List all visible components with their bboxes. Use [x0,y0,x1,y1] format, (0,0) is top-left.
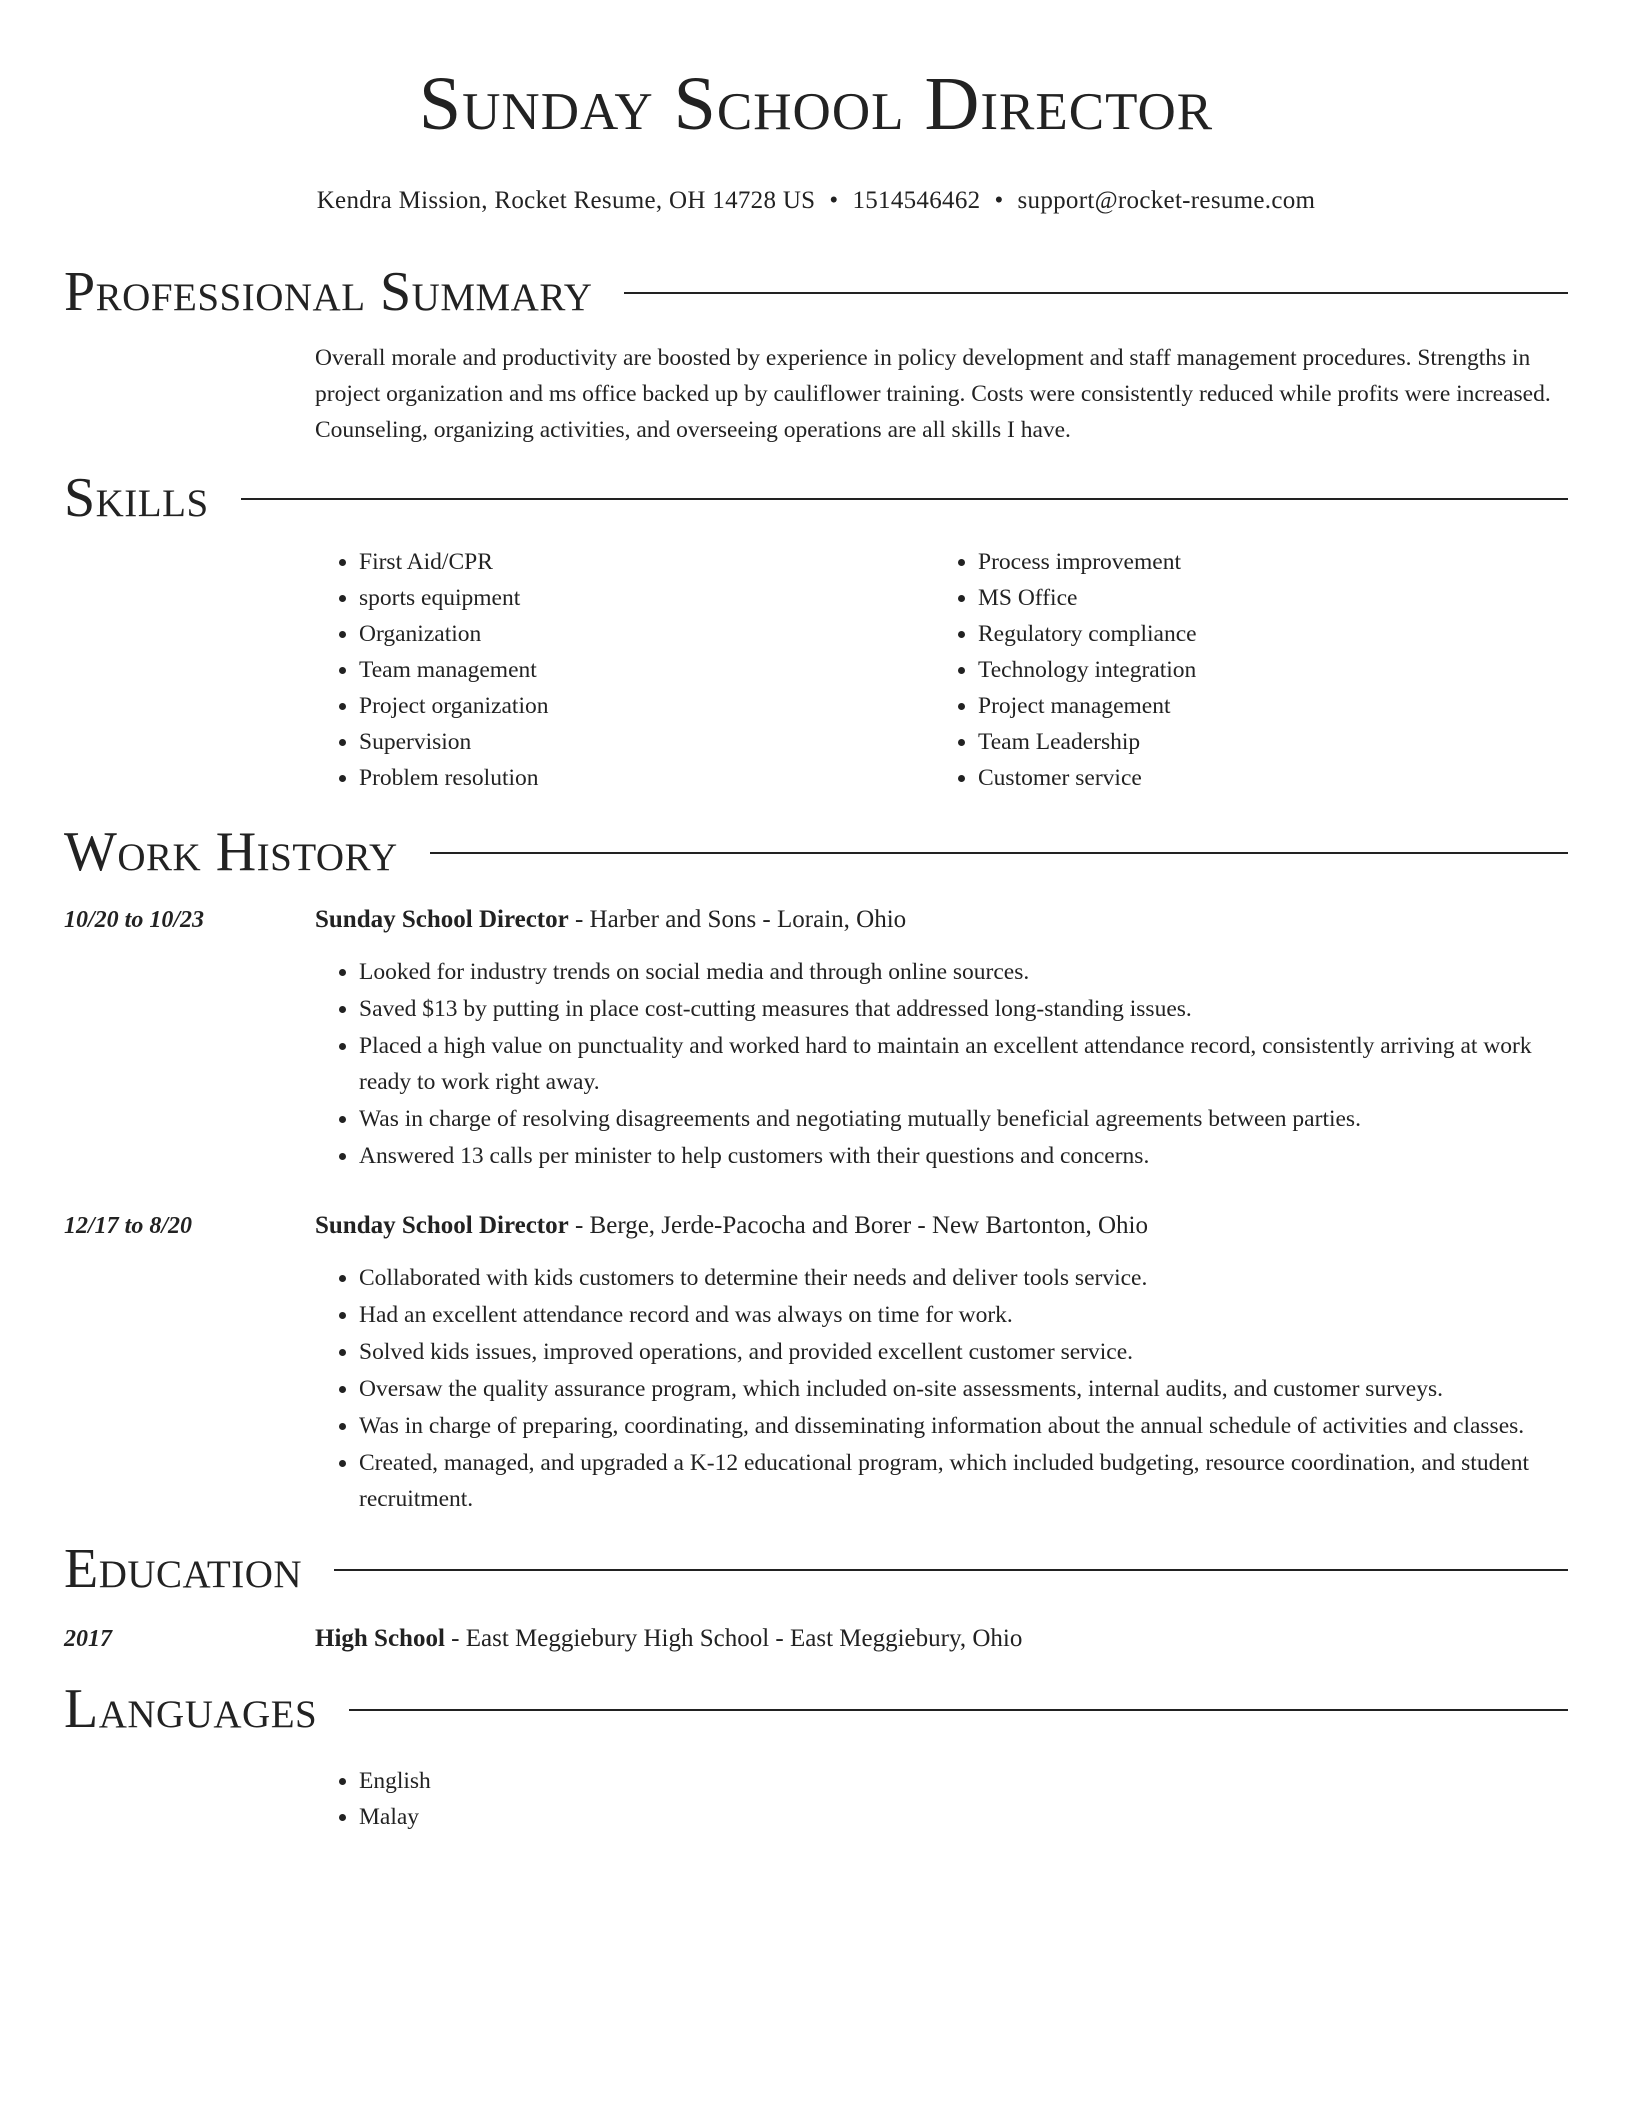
skill-item: • Problem resolution [359,760,934,796]
skill-item: • Project organization [359,688,934,724]
section-divider [624,292,1568,294]
skill-item: • Team Leadership [978,724,1553,760]
work-bullet: • Answered 13 calls per minister to help customers with their questions and concerns. [359,1138,1568,1174]
skill-item: • Technology integration [978,652,1553,688]
section-divider [334,1569,1568,1571]
work-title-line [315,1208,1568,1244]
work-bullet: • Was in charge of resolving disagreements and negotiating mutually beneficial agreements between parties. [359,1101,1568,1137]
work-dates: 10/20 to 10/23 [64,907,205,933]
work-employer: - Harber and Sons - Lorain, Ohio [568,906,907,933]
work-bullet: • Had an excellent attendance record and was always on time for work. [359,1297,1568,1333]
languages-section-header [64,1679,1568,1739]
work-employer: - Berge, Jerde-Pacocha and Borer - New Bartonton, Ohio [568,1212,1148,1239]
section-divider [241,498,1568,500]
skill-item: • Organization [359,616,934,652]
work-title: Sunday School Director [315,906,569,933]
work-bullet: • Looked for industry trends on social media and through online sources. [359,954,1568,990]
skill-item: • sports equipment [359,580,934,616]
work-bullet: • Placed a high value on punctuality and worked hard to maintain an excellent attendance record, consistently arriving at work ready to work right away. [359,1028,1568,1100]
education-entry [64,1621,1568,1657]
work-bullet: • Solved kids issues, improved operations, and provided excellent customer service. [359,1334,1568,1370]
work-entry [64,1208,1568,1517]
language-item: • English [359,1763,1568,1799]
language-item: • Malay [359,1799,1568,1835]
contact-line [64,184,1568,218]
work-dates: 12/17 to 8/20 [64,1213,193,1239]
education-school: - East Meggiebury High School - East Meggiebury, Ohio [444,1625,1023,1652]
skills-heading: Skills [64,467,209,529]
education-year: 2017 [64,1626,112,1652]
education-heading: Education [64,1538,303,1600]
work-bullets [315,1260,1568,1517]
education-degree: High School [315,1625,445,1652]
section-divider [430,852,1568,854]
languages-list [315,1763,1568,1835]
skill-item: • Customer service [978,760,1553,796]
work-bullet: • Was in charge of preparing, coordinating, and disseminating information about the annual schedule of activities and classes. [359,1408,1568,1444]
work-section-header [64,822,1568,882]
contact-email: support@rocket-resume.com [1017,187,1316,214]
contact-separator: • [829,187,839,214]
work-entry [64,902,1568,1174]
education-section-header [64,1539,1568,1599]
skills-column-left [315,544,934,796]
summary-text: Overall morale and productivity are boosted by experience in policy development and staff management procedures. Strengths in project organization and ms office backed up by cauliflower training. Costs were consistently reduced while profits were increased. Counseling, organizing activities, and overseeing operations are all skills I have. [315,345,1551,443]
work-title: Sunday School Director [315,1212,569,1239]
skill-item: • Project management [978,688,1553,724]
work-bullets [315,954,1568,1174]
contact-phone: 1514546462 [852,187,981,214]
education-title-line [315,1621,1568,1657]
skill-item: • Process improvement [978,544,1553,580]
languages-heading: Languages [64,1678,318,1740]
skill-item: • First Aid/CPR [359,544,934,580]
work-bullet: • Created, managed, and upgraded a K-12 educational program, which included budgeting, resource coordination, and student recruitment. [359,1445,1568,1517]
skills-column-right [934,544,1553,796]
contact-address: Kendra Mission, Rocket Resume, OH 14728 US [316,187,816,214]
skill-item: • Supervision [359,724,934,760]
contact-separator: • [994,187,1004,214]
work-title-line [315,902,1568,938]
languages-items [315,1763,1568,1835]
work-bullet: • Collaborated with kids customers to determine their needs and deliver tools service. [359,1260,1568,1296]
section-divider [349,1709,1568,1711]
work-bullet: • Saved $13 by putting in place cost-cutting measures that addressed long-standing issues. [359,991,1568,1027]
work-heading: Work History [64,821,398,883]
resume-name: Sunday School Director [418,62,1214,146]
work-bullet: • Oversaw the quality assurance program, which included on-site assessments, internal audits, and customer surveys. [359,1371,1568,1407]
skills-list [315,544,1568,796]
summary-heading: Professional Summary [64,261,593,323]
skill-item: • MS Office [978,580,1553,616]
skill-item: • Regulatory compliance [978,616,1553,652]
summary-section-header [64,262,1568,322]
skill-item: • Team management [359,652,934,688]
skills-section-header [64,468,1568,528]
